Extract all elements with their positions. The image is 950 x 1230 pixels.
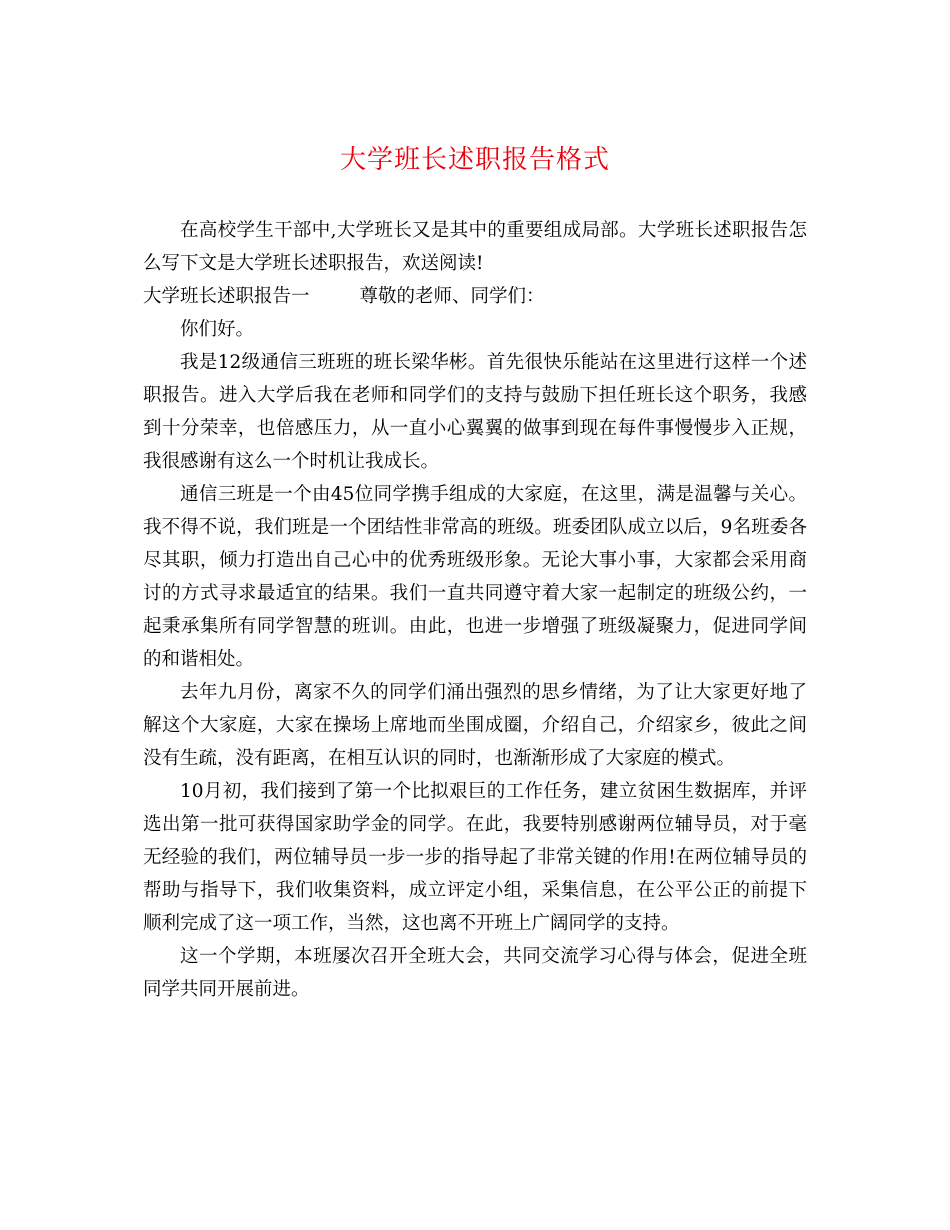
salutation: 尊敬的老师、同学们： (359, 286, 545, 307)
body-paragraph: 10月初，我们接到了第一个比拟艰巨的工作任务，建立贫困生数据库，并评选出第一批可获得国家助学金的同学。在此，我要特别感谢两位辅导员，对于毫无经验的我们，两位辅导员一步一步的指导起了非常关键的作用!在两位辅导员的帮助与指导下，我们收集资料，成立评定小组，采集信息，在公平公正的前提下顺利完成了这一项工作，当然，这也离不开班上广阔同学的支持。 (143, 781, 807, 934)
document-title: 大学班长述职报告格式 (339, 145, 610, 175)
greeting-paragraph: 你们好。 (180, 319, 255, 340)
body-paragraph: 通信三班是一个由45位同学携手组成的大家庭，在这里，满是温馨与关心。我不得不说，我们班是一个团结性非常高的班级。班委团队成立以后，9名班委各尽其职，倾力打造出自己心中的优秀班级形象。无论大事小事，大家都会采用商讨的方式寻求最适宜的结果。我们一直共同遵守着大家一起制定的班级公约，一起秉承集所有同学智慧的班训。由此，也进一步增强了班级凝聚力，促进同学间的和谐相处。 (143, 484, 807, 670)
section-heading-line (143, 280, 807, 313)
intro-paragraph: 在高校学生干部中,大学班长又是其中的重要组成局部。大学班长述职报告怎么写下文是大学班长述职报告，欢送阅读! (143, 220, 807, 274)
document-body (143, 214, 807, 1006)
section-heading: 大学班长述职报告一 (143, 286, 310, 307)
body-paragraph: 去年九月份，离家不久的同学们涌出强烈的思乡情绪，为了让大家更好地了解这个大家庭，大家在操场上席地而坐围成圈，介绍自己，介绍家乡，彼此之间没有生疏，没有距离，在相互认识的同时，也渐渐形成了大家庭的模式。 (143, 682, 807, 769)
body-paragraph: 这一个学期，本班屡次召开全班大会，共同交流学习心得与体会，促进全班同学共同开展前进。 (143, 946, 807, 1000)
body-paragraph: 我是12级通信三班班的班长梁华彬。首先很快乐能站在这里进行这样一个述职报告。进入大学后我在老师和同学们的支持与鼓励下担任班长这个职务，我感到十分荣幸，也倍感压力，从一直小心翼翼的做事到现在每件事慢慢步入正规，我很感谢有这么一个时机让我成长。 (143, 352, 807, 472)
